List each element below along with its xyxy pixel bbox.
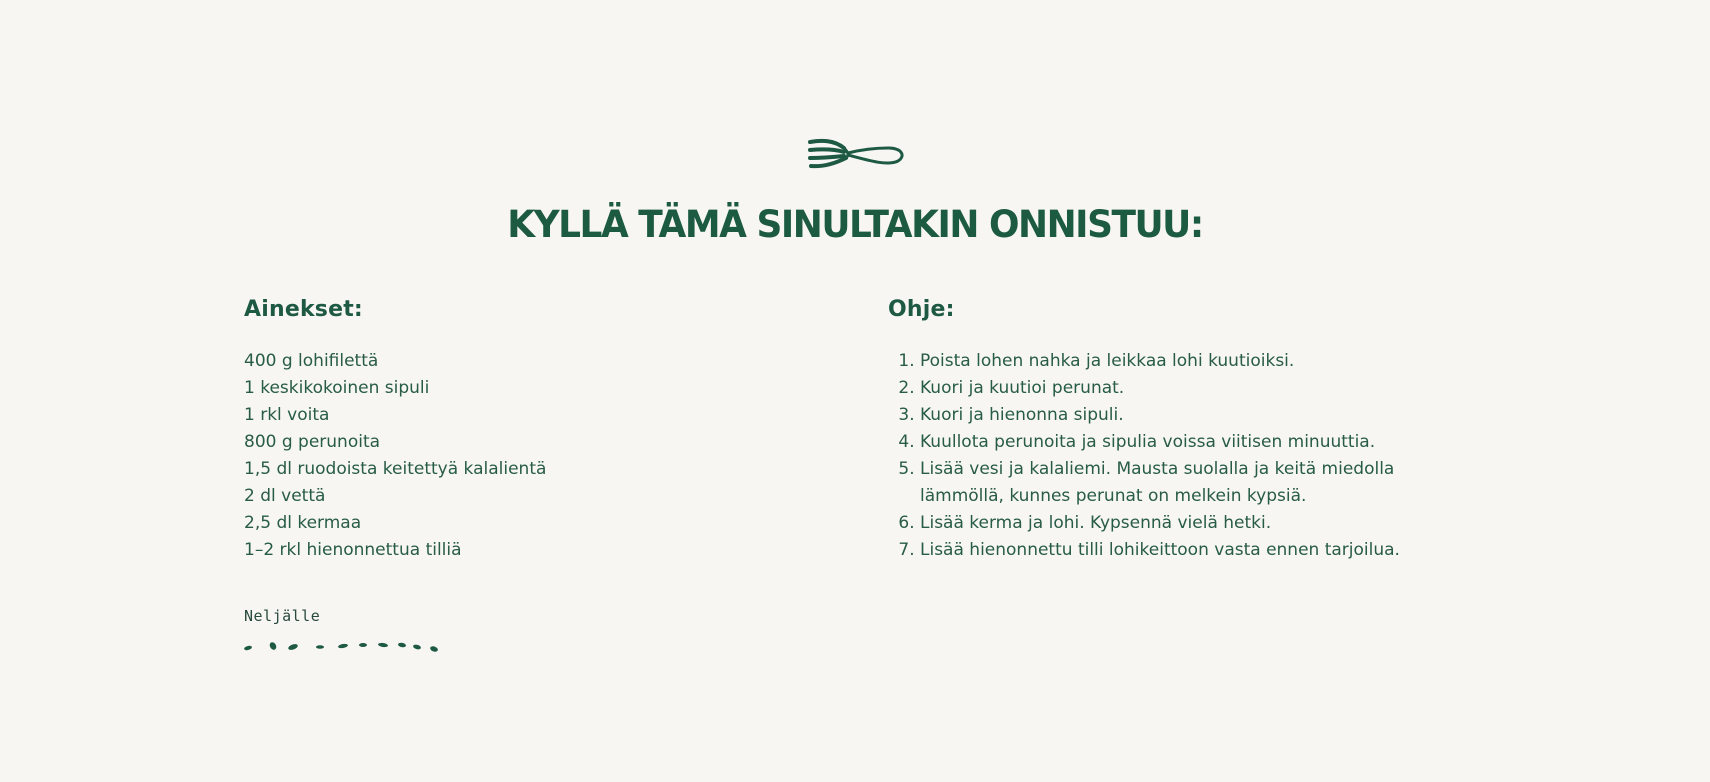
dashed-line-decoration [242, 640, 442, 654]
ingredient-item: 400 g lohifilettä [244, 351, 379, 371]
instruction-step: 3. Kuori ja hienonna sipuli. [920, 402, 1448, 429]
instruction-step: 7. Lisää hienonnettu tilli lohikeittoon vasta ennen tarjoilua. [920, 537, 1448, 564]
ingredient-item: 1 keskikokoinen sipuli [244, 378, 430, 398]
serves-label: Neljälle [244, 607, 321, 625]
instructions-list [888, 348, 1448, 564]
ingredients-list [244, 348, 804, 564]
ingredients-section [244, 292, 804, 564]
instruction-step: 5. Lisää vesi ja kalaliemi. Mausta suolalla ja keitä miedolla lämmöllä, kunnes perunat on melkein kypsiä. [920, 456, 1448, 510]
instructions-section [888, 292, 1448, 564]
ingredient-item: 2 dl vettä [244, 486, 326, 506]
ingredient-item: 2,5 dl kermaa [244, 513, 362, 533]
instructions-heading: Ohje: [888, 297, 955, 322]
page-title: KYLLÄ TÄMÄ SINULTAKIN ONNISTUU: [507, 203, 1203, 246]
instruction-step: 6. Lisää kerma ja lohi. Kypsennä vielä hetki. [920, 510, 1448, 537]
instruction-step: 1. Poista lohen nahka ja leikkaa lohi kuutioiksi. [920, 348, 1448, 375]
ingredient-item: 1 rkl voita [244, 405, 330, 425]
ingredient-item: 1–2 rkl hienonnettua tilliä [244, 540, 462, 560]
ingredients-heading: Ainekset: [244, 297, 363, 322]
ingredient-item: 1,5 dl ruodoista keitettyä kalalientä [244, 459, 547, 479]
instruction-step: 2. Kuori ja kuutioi perunat. [920, 375, 1448, 402]
ingredient-item: 800 g perunoita [244, 432, 381, 452]
instruction-step: 4. Kuullota perunoita ja sipulia voissa viitisen minuuttia. [920, 429, 1448, 456]
fork-icon [808, 136, 908, 176]
